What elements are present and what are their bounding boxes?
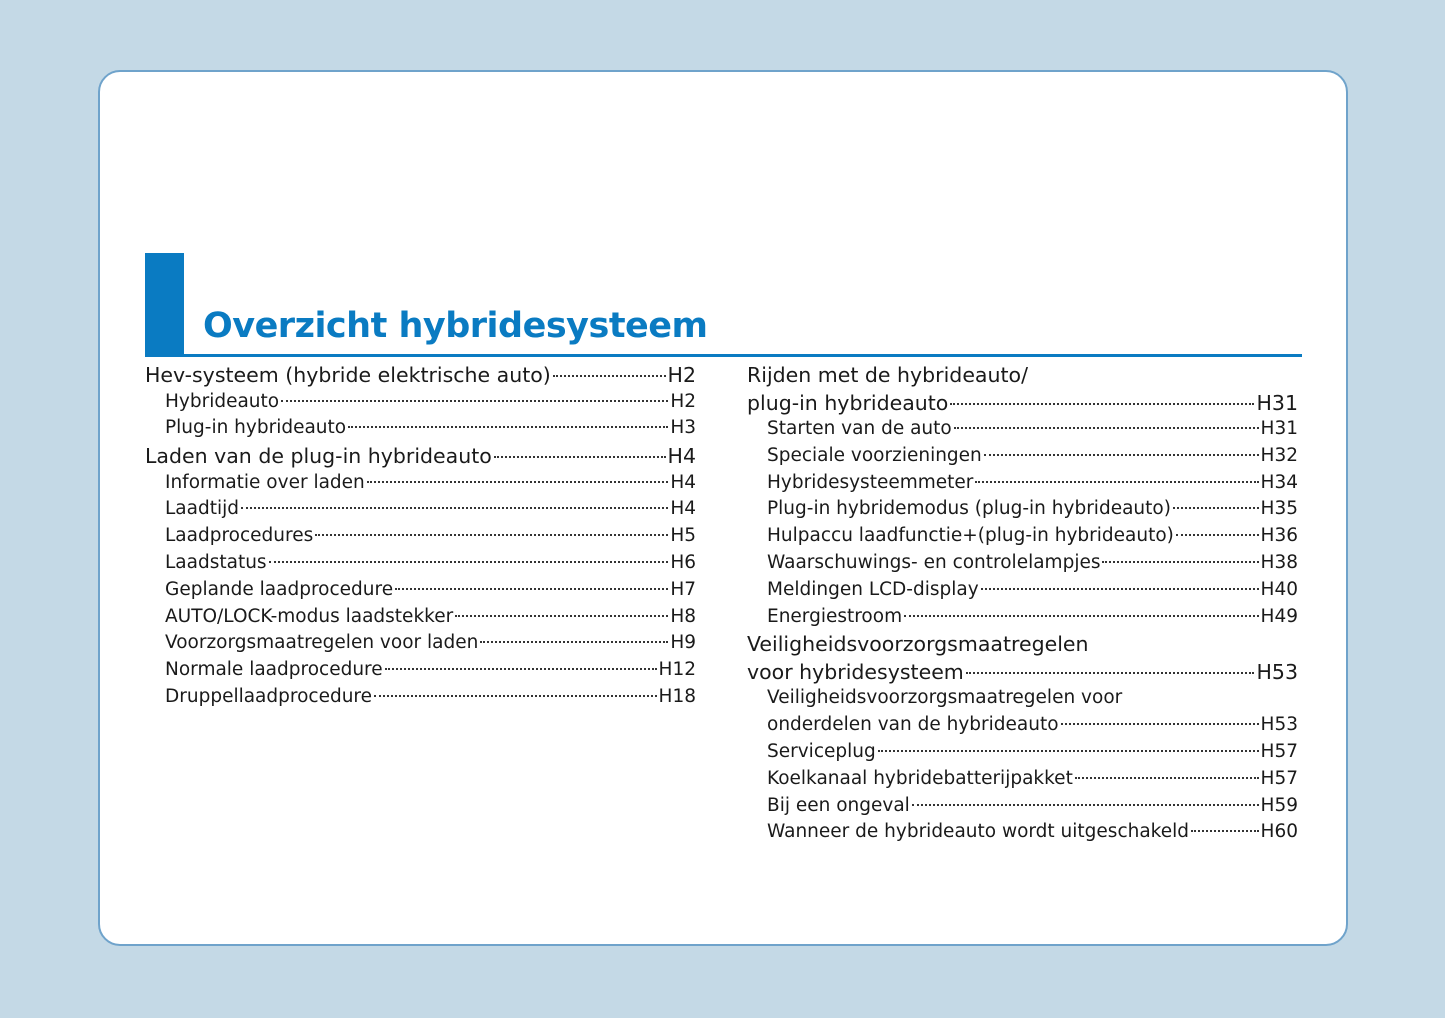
leader-dots xyxy=(269,561,669,563)
toc-entry-page: H34 xyxy=(1260,471,1298,493)
toc-entry-label: Hulpaccu laadfunctie+(plug-in hybrideauto) xyxy=(767,525,1174,547)
toc-entry-page: H57 xyxy=(1260,767,1298,789)
leader-dots xyxy=(984,454,1259,456)
toc-entry[interactable] xyxy=(145,363,696,391)
toc-entry-page: H38 xyxy=(1260,551,1298,573)
toc-entry-page: H4 xyxy=(667,444,696,469)
toc-entry-label: Druppellaadprocedure xyxy=(165,685,373,707)
toc-entry[interactable] xyxy=(747,821,1298,848)
toc-entry-page: H59 xyxy=(1260,794,1298,816)
toc-entry-page: H57 xyxy=(1260,740,1298,762)
toc-entry-label: Laden van de plug-in hybrideauto xyxy=(145,444,492,469)
toc-entry[interactable] xyxy=(747,552,1298,579)
toc-entry[interactable] xyxy=(145,498,696,525)
toc-entry[interactable] xyxy=(747,525,1298,552)
toc-entry-page: H9 xyxy=(670,632,696,654)
toc-entry[interactable] xyxy=(145,444,696,472)
toc-entry-label: Koelkanaal hybridebatterijpakket xyxy=(767,767,1073,789)
toc-entry-page: H2 xyxy=(670,390,696,412)
leader-dots xyxy=(950,403,1254,405)
toc-entry-label: Laadstatus xyxy=(165,551,267,573)
toc-entry[interactable] xyxy=(747,498,1298,525)
toc-heading-line[interactable]: Rijden met de hybrideauto/ xyxy=(747,363,1028,387)
toc-entry[interactable] xyxy=(145,391,696,418)
toc-entry[interactable] xyxy=(747,714,1298,741)
toc-entry-label: Plug-in hybridemodus (plug-in hybrideauto) xyxy=(767,498,1171,520)
toc-entry-page: H6 xyxy=(670,551,696,573)
toc-entry-page: H31 xyxy=(1260,418,1298,439)
toc-heading-line[interactable]: Veiligheidsvoorzorgsmaatregelen xyxy=(747,632,1089,657)
toc-entry-label: Speciale voorzieningen xyxy=(767,444,982,466)
toc-entry-label: Bij een ongeval xyxy=(767,794,910,816)
leader-dots xyxy=(281,400,668,402)
toc-entry-label: Hybridesysteemmeter xyxy=(767,471,974,493)
leader-dots xyxy=(1061,723,1259,725)
toc-entry[interactable] xyxy=(145,525,696,552)
leader-dots xyxy=(241,507,668,509)
leader-dots xyxy=(975,481,1258,483)
toc-entry-page: H31 xyxy=(1256,390,1298,415)
leader-dots xyxy=(1173,507,1259,509)
leader-dots xyxy=(480,641,668,643)
leader-dots xyxy=(395,588,668,590)
toc-entry-page: H2 xyxy=(667,363,696,387)
leader-dots xyxy=(1075,777,1259,779)
toc-entry-label: plug-in hybrideauto xyxy=(747,390,949,415)
toc-entry-label: Laadtijd xyxy=(165,498,239,520)
toc-entry-page: H4 xyxy=(670,498,696,520)
leader-dots xyxy=(966,672,1255,674)
toc-entry-page: H53 xyxy=(1260,714,1298,736)
leader-dots xyxy=(385,668,657,670)
toc-entry-page: H60 xyxy=(1260,821,1298,843)
toc-entry[interactable] xyxy=(747,391,1298,419)
toc-entry[interactable] xyxy=(747,606,1298,633)
title-accent-bar xyxy=(145,253,184,356)
toc-entry[interactable] xyxy=(747,741,1298,768)
title-rule xyxy=(145,354,1302,357)
toc-entry[interactable] xyxy=(747,795,1298,822)
toc-entry-label: Wanneer de hybrideauto wordt uitgeschakeld xyxy=(767,821,1189,843)
toc-entry[interactable] xyxy=(747,579,1298,606)
toc-entry-label: Hybrideauto xyxy=(165,390,280,412)
toc-entry[interactable] xyxy=(145,659,696,686)
leader-dots xyxy=(1102,561,1258,563)
toc-entry[interactable] xyxy=(145,472,696,499)
toc-entry-label: Energiestroom xyxy=(767,605,903,627)
leader-dots xyxy=(1176,534,1259,536)
toc-entry-label: Informatie over laden xyxy=(165,471,365,493)
toc-entry[interactable] xyxy=(145,606,696,633)
leader-dots xyxy=(374,695,657,697)
toc-entry-label: Geplande laadprocedure xyxy=(165,578,394,600)
toc-entry[interactable] xyxy=(145,579,696,606)
leader-dots xyxy=(954,427,1259,429)
toc-right-column xyxy=(747,363,1298,848)
toc-entry-page: H4 xyxy=(670,471,696,493)
leader-dots xyxy=(1191,830,1259,832)
toc-entry[interactable] xyxy=(747,472,1298,499)
toc-entry-label: AUTO/LOCK-modus laadstekker xyxy=(165,605,454,627)
toc-entry-label: Starten van de auto xyxy=(767,418,952,439)
leader-dots xyxy=(494,456,666,458)
toc-entry-label: Voorzorgsmaatregelen voor laden xyxy=(165,632,479,654)
toc-entry-page: H5 xyxy=(670,525,696,547)
toc-entry-page: H12 xyxy=(658,659,696,681)
toc-entry-label: voor hybridesysteem xyxy=(747,659,964,684)
toc-entry[interactable] xyxy=(145,686,696,713)
toc-entry[interactable] xyxy=(747,418,1298,445)
leader-dots xyxy=(981,588,1259,590)
toc-left-column xyxy=(145,363,696,713)
toc-entry-page: H40 xyxy=(1260,578,1298,600)
page-title: Overzicht hybridesysteem xyxy=(203,306,708,346)
leader-dots xyxy=(878,750,1259,752)
toc-entry[interactable] xyxy=(747,445,1298,472)
toc-entry-label: Plug-in hybrideauto xyxy=(165,417,347,439)
toc-entry-label: Hev-systeem (hybride elektrische auto) xyxy=(145,363,551,387)
toc-entry[interactable] xyxy=(747,768,1298,795)
toc-entry-page: H35 xyxy=(1260,498,1298,520)
leader-dots xyxy=(904,615,1258,617)
toc-entry-page: H7 xyxy=(670,578,696,600)
toc-entry[interactable] xyxy=(145,552,696,579)
toc-entry-label: Laadprocedures xyxy=(165,525,314,547)
toc-entry-label: Normale laadprocedure xyxy=(165,659,383,681)
toc-entry-label: Serviceplug xyxy=(767,740,876,762)
toc-entry-page: H36 xyxy=(1260,525,1298,547)
toc-entry-page: H8 xyxy=(670,605,696,627)
leader-dots xyxy=(315,534,668,536)
toc-entry-page: H18 xyxy=(658,685,696,707)
toc-entry-label: Waarschuwings- en controlelampjes xyxy=(767,551,1101,573)
toc-entry-line[interactable]: Veiligheidsvoorzorgsmaatregelen voor xyxy=(767,687,1123,709)
toc-entry-page: H53 xyxy=(1256,659,1298,684)
leader-dots xyxy=(912,804,1259,806)
toc-entry-label: Meldingen LCD-display xyxy=(767,578,979,600)
toc-entry[interactable] xyxy=(747,660,1298,688)
leader-dots xyxy=(455,615,668,617)
leader-dots xyxy=(348,426,668,428)
leader-dots xyxy=(553,375,666,377)
toc-entry[interactable] xyxy=(145,632,696,659)
toc-entry-page: H49 xyxy=(1260,605,1298,627)
toc-entry[interactable] xyxy=(145,417,696,444)
leader-dots xyxy=(367,481,669,483)
toc-entry-label: onderdelen van de hybrideauto xyxy=(767,714,1059,736)
toc-entry-page: H32 xyxy=(1260,444,1298,466)
toc-entry-page: H3 xyxy=(670,417,696,439)
